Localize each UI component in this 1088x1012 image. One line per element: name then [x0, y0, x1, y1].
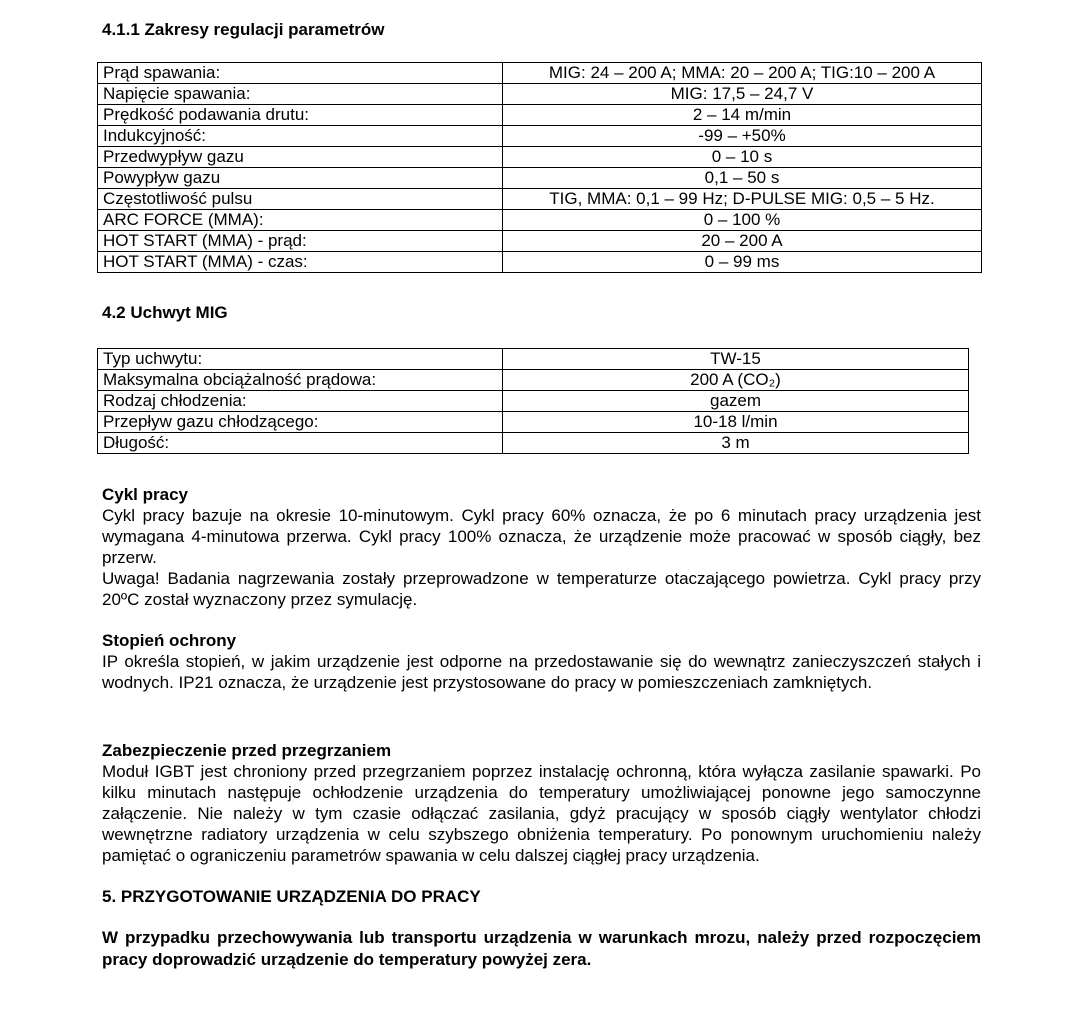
protection-text: IP określa stopień, w jakim urządzenie jest odporne na przedostawanie się do wewnątrz zanieczyszczeń stałych i wodnych. IP21 oznacza, że urządzenie jest przystosowane do pracy w pomieszczeniach zamkniętych.	[102, 652, 981, 692]
section-411-heading: 4.1.1 Zakresy regulacji parametrów	[102, 20, 385, 39]
param-value: TIG, MMA: 0,1 – 99 Hz; D-PULSE MIG: 0,5 – 5 Hz.	[503, 189, 982, 210]
table-row	[98, 231, 982, 252]
param-value: MIG: 24 – 200 A; MMA: 20 – 200 A; TIG:10 – 200 A	[503, 63, 982, 84]
torch-value: 10-18 l/min	[503, 412, 969, 433]
torch-label: Przepływ gazu chłodzącego:	[98, 412, 503, 433]
param-value: MIG: 17,5 – 24,7 V	[503, 84, 982, 105]
torch-label: Typ uchwytu:	[98, 349, 503, 370]
torch-value: 3 m	[503, 433, 969, 454]
param-label: Prąd spawania:	[98, 63, 503, 84]
table-row	[98, 210, 982, 231]
torch-value: gazem	[503, 391, 969, 412]
torch-label: Maksymalna obciążalność prądowa:	[98, 370, 503, 391]
overheat-section	[102, 740, 981, 866]
table-row	[98, 252, 982, 273]
table-row	[98, 126, 982, 147]
param-label: Napięcie spawania:	[98, 84, 503, 105]
param-label: Indukcyjność:	[98, 126, 503, 147]
table-row	[98, 84, 982, 105]
torch-value: 200 A (CO₂)	[503, 370, 969, 391]
param-label: Powypływ gazu	[98, 168, 503, 189]
param-label: Częstotliwość pulsu	[98, 189, 503, 210]
section-42-heading: 4.2 Uchwyt MIG	[102, 303, 228, 322]
table-row	[98, 391, 969, 412]
duty-cycle-section	[102, 484, 981, 610]
torch-label: Długość:	[98, 433, 503, 454]
torch-value: TW-15	[503, 349, 969, 370]
duty-cycle-heading: Cykl pracy	[102, 485, 188, 504]
duty-cycle-text: Cykl pracy bazuje na okresie 10-minutowym. Cykl pracy 60% oznacza, że po 6 minutach pracy urządzenia jest wymagana 4-minutowa przerwa. Cykl pracy 100% oznacza, że urządzenie może pracować w sposób ciągły, bez przerw.	[102, 506, 981, 567]
mig-torch-table	[97, 348, 969, 454]
torch-label: Rodzaj chłodzenia:	[98, 391, 503, 412]
param-label: HOT START (MMA) - prąd:	[98, 231, 503, 252]
table-row	[98, 105, 982, 126]
duty-cycle-note: Uwaga! Badania nagrzewania zostały przeprowadzone w temperaturze otaczającego powietrza. Cykl pracy przy 20ºC został wyznaczony przez symulację.	[102, 569, 981, 609]
section-5-heading: 5. PRZYGOTOWANIE URZĄDZENIA DO PRACY	[102, 887, 481, 906]
table-row	[98, 370, 969, 391]
param-label: HOT START (MMA) - czas:	[98, 252, 503, 273]
param-value: 0 – 99 ms	[503, 252, 982, 273]
param-label: Przedwypływ gazu	[98, 147, 503, 168]
table-row	[98, 189, 982, 210]
parameter-ranges-table	[97, 62, 982, 273]
table-row	[98, 412, 969, 433]
param-value: 0,1 – 50 s	[503, 168, 982, 189]
protection-heading: Stopień ochrony	[102, 631, 237, 650]
param-value: 2 – 14 m/min	[503, 105, 982, 126]
frost-warning: W przypadku przechowywania lub transportu urządzenia w warunkach mrozu, należy przed rozpoczęciem pracy doprowadzić urządzenie do temperatury powyżej zera.	[102, 928, 981, 969]
table-row	[98, 168, 982, 189]
param-label: Prędkość podawania drutu:	[98, 105, 503, 126]
overheat-text: Moduł IGBT jest chroniony przed przegrzaniem poprzez instalację ochronną, która wyłącza zasilanie spawarki. Po kilku minutach następuje ochłodzenie urządzenia do temperatury umożliwiającej ponowne jego samoczynne załączenie. Nie należy w tym czasie odłączać zasilania, gdyż pracujący w sposób ciągły wentylator chłodzi wewnętrzne radiatory urządzenia w celu szybszego obniżenia temperatury. Po ponownym uruchomieniu należy pamiętać o ograniczeniu parametrów spawania w celu dalszej ciągłej pracy urządzenia.	[102, 762, 981, 865]
table-row	[98, 433, 969, 454]
param-value: 20 – 200 A	[503, 231, 982, 252]
table-row	[98, 349, 969, 370]
param-label: ARC FORCE (MMA):	[98, 210, 503, 231]
param-value: -99 – +50%	[503, 126, 982, 147]
table-row	[98, 147, 982, 168]
overheat-heading: Zabezpieczenie przed przegrzaniem	[102, 741, 392, 760]
param-value: 0 – 10 s	[503, 147, 982, 168]
param-value: 0 – 100 %	[503, 210, 982, 231]
table-row	[98, 63, 982, 84]
protection-section	[102, 630, 981, 693]
